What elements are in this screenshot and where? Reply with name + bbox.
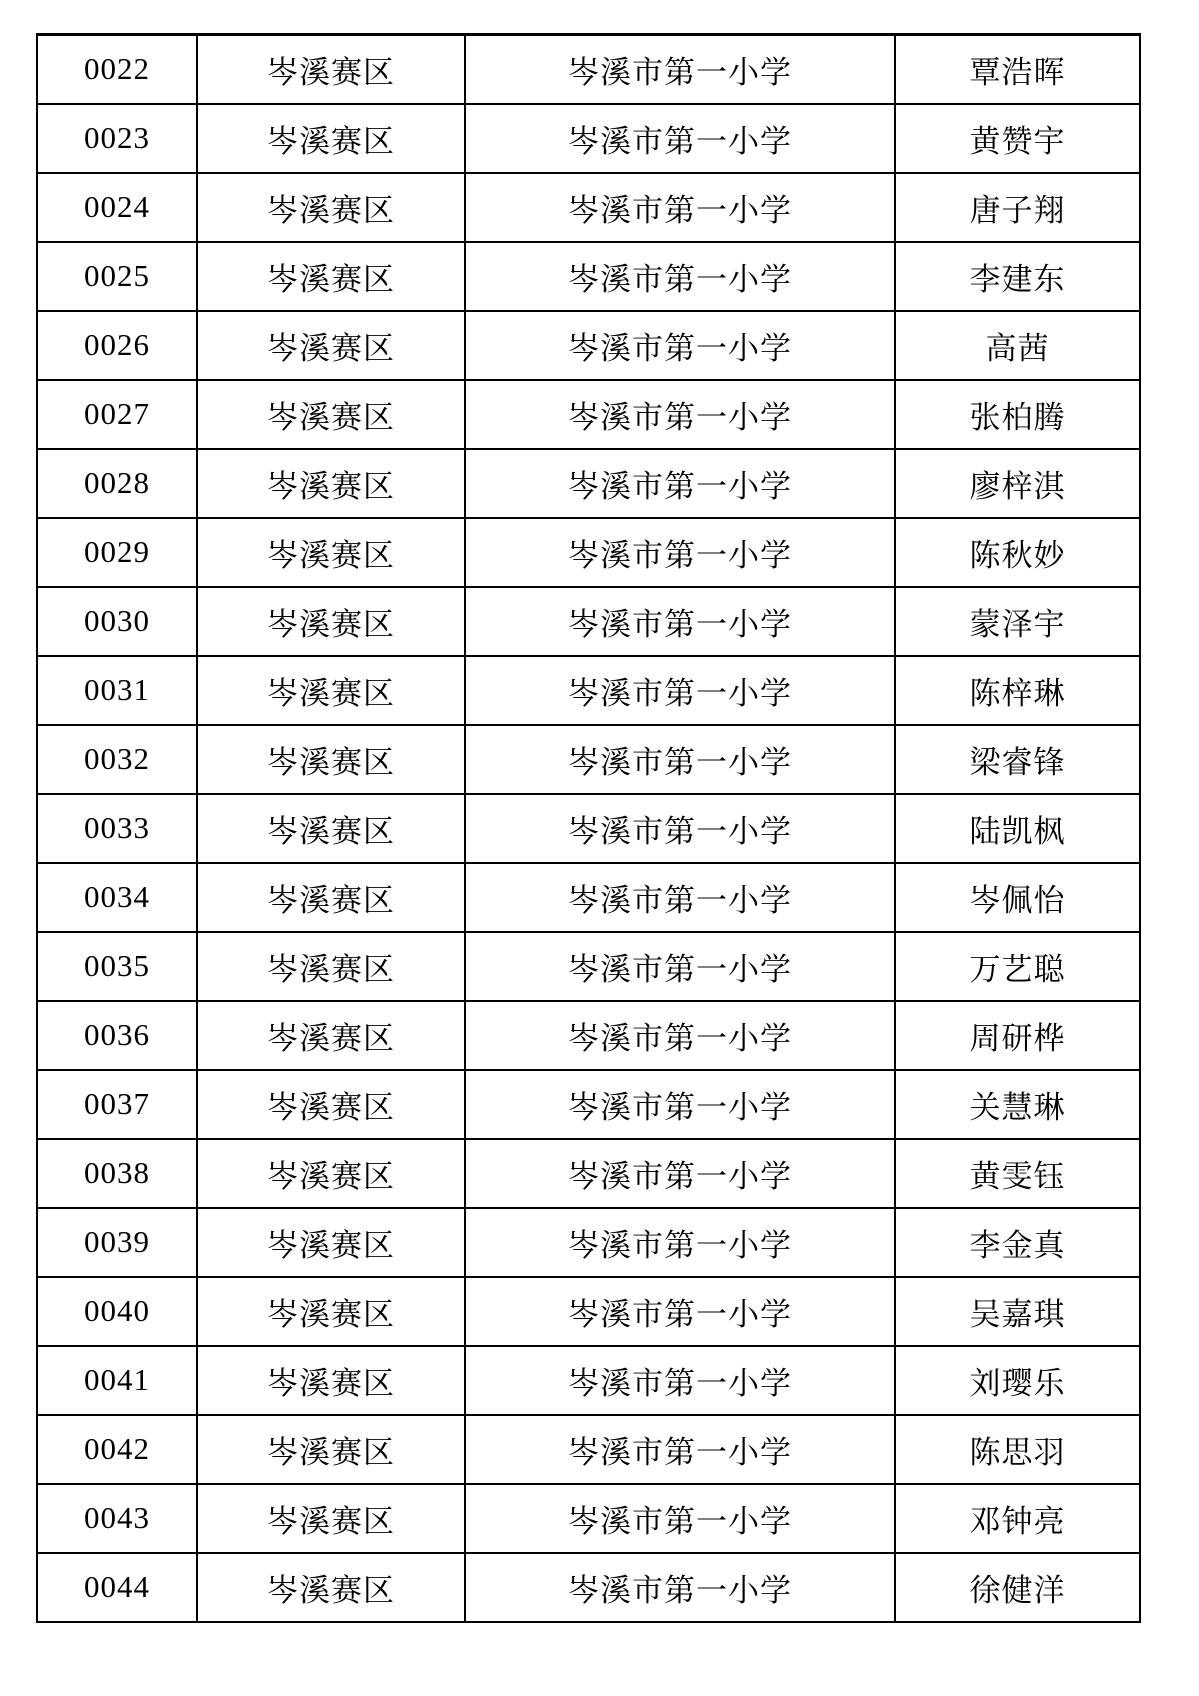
cell-school: 岑溪市第一小学 <box>465 1277 895 1346</box>
table-row <box>37 1553 1140 1622</box>
table-row <box>37 380 1140 449</box>
cell-participant-id: 0026 <box>37 311 197 380</box>
cell-school: 岑溪市第一小学 <box>465 449 895 518</box>
cell-zone: 岑溪赛区 <box>197 380 465 449</box>
cell-school: 岑溪市第一小学 <box>465 1070 895 1139</box>
cell-zone: 岑溪赛区 <box>197 1001 465 1070</box>
cell-zone: 岑溪赛区 <box>197 242 465 311</box>
cell-name: 蒙泽宇 <box>895 587 1140 656</box>
cell-name: 黄雯钰 <box>895 1139 1140 1208</box>
cell-participant-id: 0025 <box>37 242 197 311</box>
cell-school: 岑溪市第一小学 <box>465 1001 895 1070</box>
participants-table <box>36 33 1141 1623</box>
cell-school: 岑溪市第一小学 <box>465 518 895 587</box>
cell-zone: 岑溪赛区 <box>197 1484 465 1553</box>
cell-name: 陈秋妙 <box>895 518 1140 587</box>
cell-name: 陆凯枫 <box>895 794 1140 863</box>
cell-participant-id: 0022 <box>37 35 197 104</box>
table-row <box>37 104 1140 173</box>
participants-table-body <box>37 35 1140 1622</box>
cell-zone: 岑溪赛区 <box>197 449 465 518</box>
table-row <box>37 35 1140 104</box>
cell-participant-id: 0027 <box>37 380 197 449</box>
cell-participant-id: 0033 <box>37 794 197 863</box>
cell-school: 岑溪市第一小学 <box>465 104 895 173</box>
cell-name: 廖梓淇 <box>895 449 1140 518</box>
table-row <box>37 1139 1140 1208</box>
table-row <box>37 587 1140 656</box>
cell-zone: 岑溪赛区 <box>197 656 465 725</box>
cell-zone: 岑溪赛区 <box>197 1277 465 1346</box>
table-row <box>37 1070 1140 1139</box>
table-row <box>37 1346 1140 1415</box>
cell-participant-id: 0023 <box>37 104 197 173</box>
cell-school: 岑溪市第一小学 <box>465 1484 895 1553</box>
cell-school: 岑溪市第一小学 <box>465 1415 895 1484</box>
cell-name: 李建东 <box>895 242 1140 311</box>
cell-participant-id: 0034 <box>37 863 197 932</box>
cell-school: 岑溪市第一小学 <box>465 587 895 656</box>
cell-participant-id: 0032 <box>37 725 197 794</box>
cell-zone: 岑溪赛区 <box>197 1415 465 1484</box>
cell-name: 徐健洋 <box>895 1553 1140 1622</box>
cell-participant-id: 0038 <box>37 1139 197 1208</box>
cell-zone: 岑溪赛区 <box>197 1346 465 1415</box>
cell-name: 刘璎乐 <box>895 1346 1140 1415</box>
cell-zone: 岑溪赛区 <box>197 932 465 1001</box>
cell-participant-id: 0035 <box>37 932 197 1001</box>
cell-school: 岑溪市第一小学 <box>465 656 895 725</box>
table-row <box>37 311 1140 380</box>
cell-participant-id: 0028 <box>37 449 197 518</box>
cell-participant-id: 0030 <box>37 587 197 656</box>
cell-zone: 岑溪赛区 <box>197 1208 465 1277</box>
cell-participant-id: 0040 <box>37 1277 197 1346</box>
cell-school: 岑溪市第一小学 <box>465 932 895 1001</box>
cell-name: 李金真 <box>895 1208 1140 1277</box>
cell-school: 岑溪市第一小学 <box>465 794 895 863</box>
cell-zone: 岑溪赛区 <box>197 1070 465 1139</box>
cell-name: 张柏腾 <box>895 380 1140 449</box>
cell-participant-id: 0029 <box>37 518 197 587</box>
table-row <box>37 1001 1140 1070</box>
cell-name: 高茜 <box>895 311 1140 380</box>
cell-name: 黄赞宇 <box>895 104 1140 173</box>
table-row <box>37 518 1140 587</box>
cell-name: 陈思羽 <box>895 1415 1140 1484</box>
cell-zone: 岑溪赛区 <box>197 311 465 380</box>
table-row <box>37 173 1140 242</box>
cell-name: 岑佩怡 <box>895 863 1140 932</box>
cell-school: 岑溪市第一小学 <box>465 380 895 449</box>
cell-zone: 岑溪赛区 <box>197 518 465 587</box>
cell-school: 岑溪市第一小学 <box>465 1139 895 1208</box>
table-row <box>37 725 1140 794</box>
cell-zone: 岑溪赛区 <box>197 1553 465 1622</box>
cell-school: 岑溪市第一小学 <box>465 725 895 794</box>
table-row <box>37 794 1140 863</box>
table-row <box>37 449 1140 518</box>
table-row <box>37 1415 1140 1484</box>
cell-name: 万艺聪 <box>895 932 1140 1001</box>
cell-participant-id: 0041 <box>37 1346 197 1415</box>
cell-participant-id: 0037 <box>37 1070 197 1139</box>
cell-name: 唐子翔 <box>895 173 1140 242</box>
cell-school: 岑溪市第一小学 <box>465 35 895 104</box>
table-row <box>37 1484 1140 1553</box>
cell-school: 岑溪市第一小学 <box>465 1346 895 1415</box>
cell-school: 岑溪市第一小学 <box>465 863 895 932</box>
table-row <box>37 242 1140 311</box>
cell-school: 岑溪市第一小学 <box>465 173 895 242</box>
cell-zone: 岑溪赛区 <box>197 35 465 104</box>
table-row <box>37 1208 1140 1277</box>
cell-participant-id: 0043 <box>37 1484 197 1553</box>
cell-school: 岑溪市第一小学 <box>465 1553 895 1622</box>
cell-participant-id: 0039 <box>37 1208 197 1277</box>
cell-zone: 岑溪赛区 <box>197 863 465 932</box>
cell-participant-id: 0024 <box>37 173 197 242</box>
cell-participant-id: 0044 <box>37 1553 197 1622</box>
cell-name: 周研桦 <box>895 1001 1140 1070</box>
cell-name: 吴嘉琪 <box>895 1277 1140 1346</box>
cell-participant-id: 0036 <box>37 1001 197 1070</box>
cell-zone: 岑溪赛区 <box>197 587 465 656</box>
cell-name: 覃浩晖 <box>895 35 1140 104</box>
cell-participant-id: 0031 <box>37 656 197 725</box>
cell-name: 陈梓琳 <box>895 656 1140 725</box>
cell-zone: 岑溪赛区 <box>197 104 465 173</box>
cell-school: 岑溪市第一小学 <box>465 1208 895 1277</box>
cell-zone: 岑溪赛区 <box>197 794 465 863</box>
cell-participant-id: 0042 <box>37 1415 197 1484</box>
cell-school: 岑溪市第一小学 <box>465 242 895 311</box>
cell-school: 岑溪市第一小学 <box>465 311 895 380</box>
cell-zone: 岑溪赛区 <box>197 725 465 794</box>
cell-zone: 岑溪赛区 <box>197 173 465 242</box>
table-row <box>37 656 1140 725</box>
cell-name: 关慧琳 <box>895 1070 1140 1139</box>
table-row <box>37 932 1140 1001</box>
cell-zone: 岑溪赛区 <box>197 1139 465 1208</box>
cell-name: 邓钟亮 <box>895 1484 1140 1553</box>
table-row <box>37 863 1140 932</box>
table-row <box>37 1277 1140 1346</box>
cell-name: 梁睿锋 <box>895 725 1140 794</box>
